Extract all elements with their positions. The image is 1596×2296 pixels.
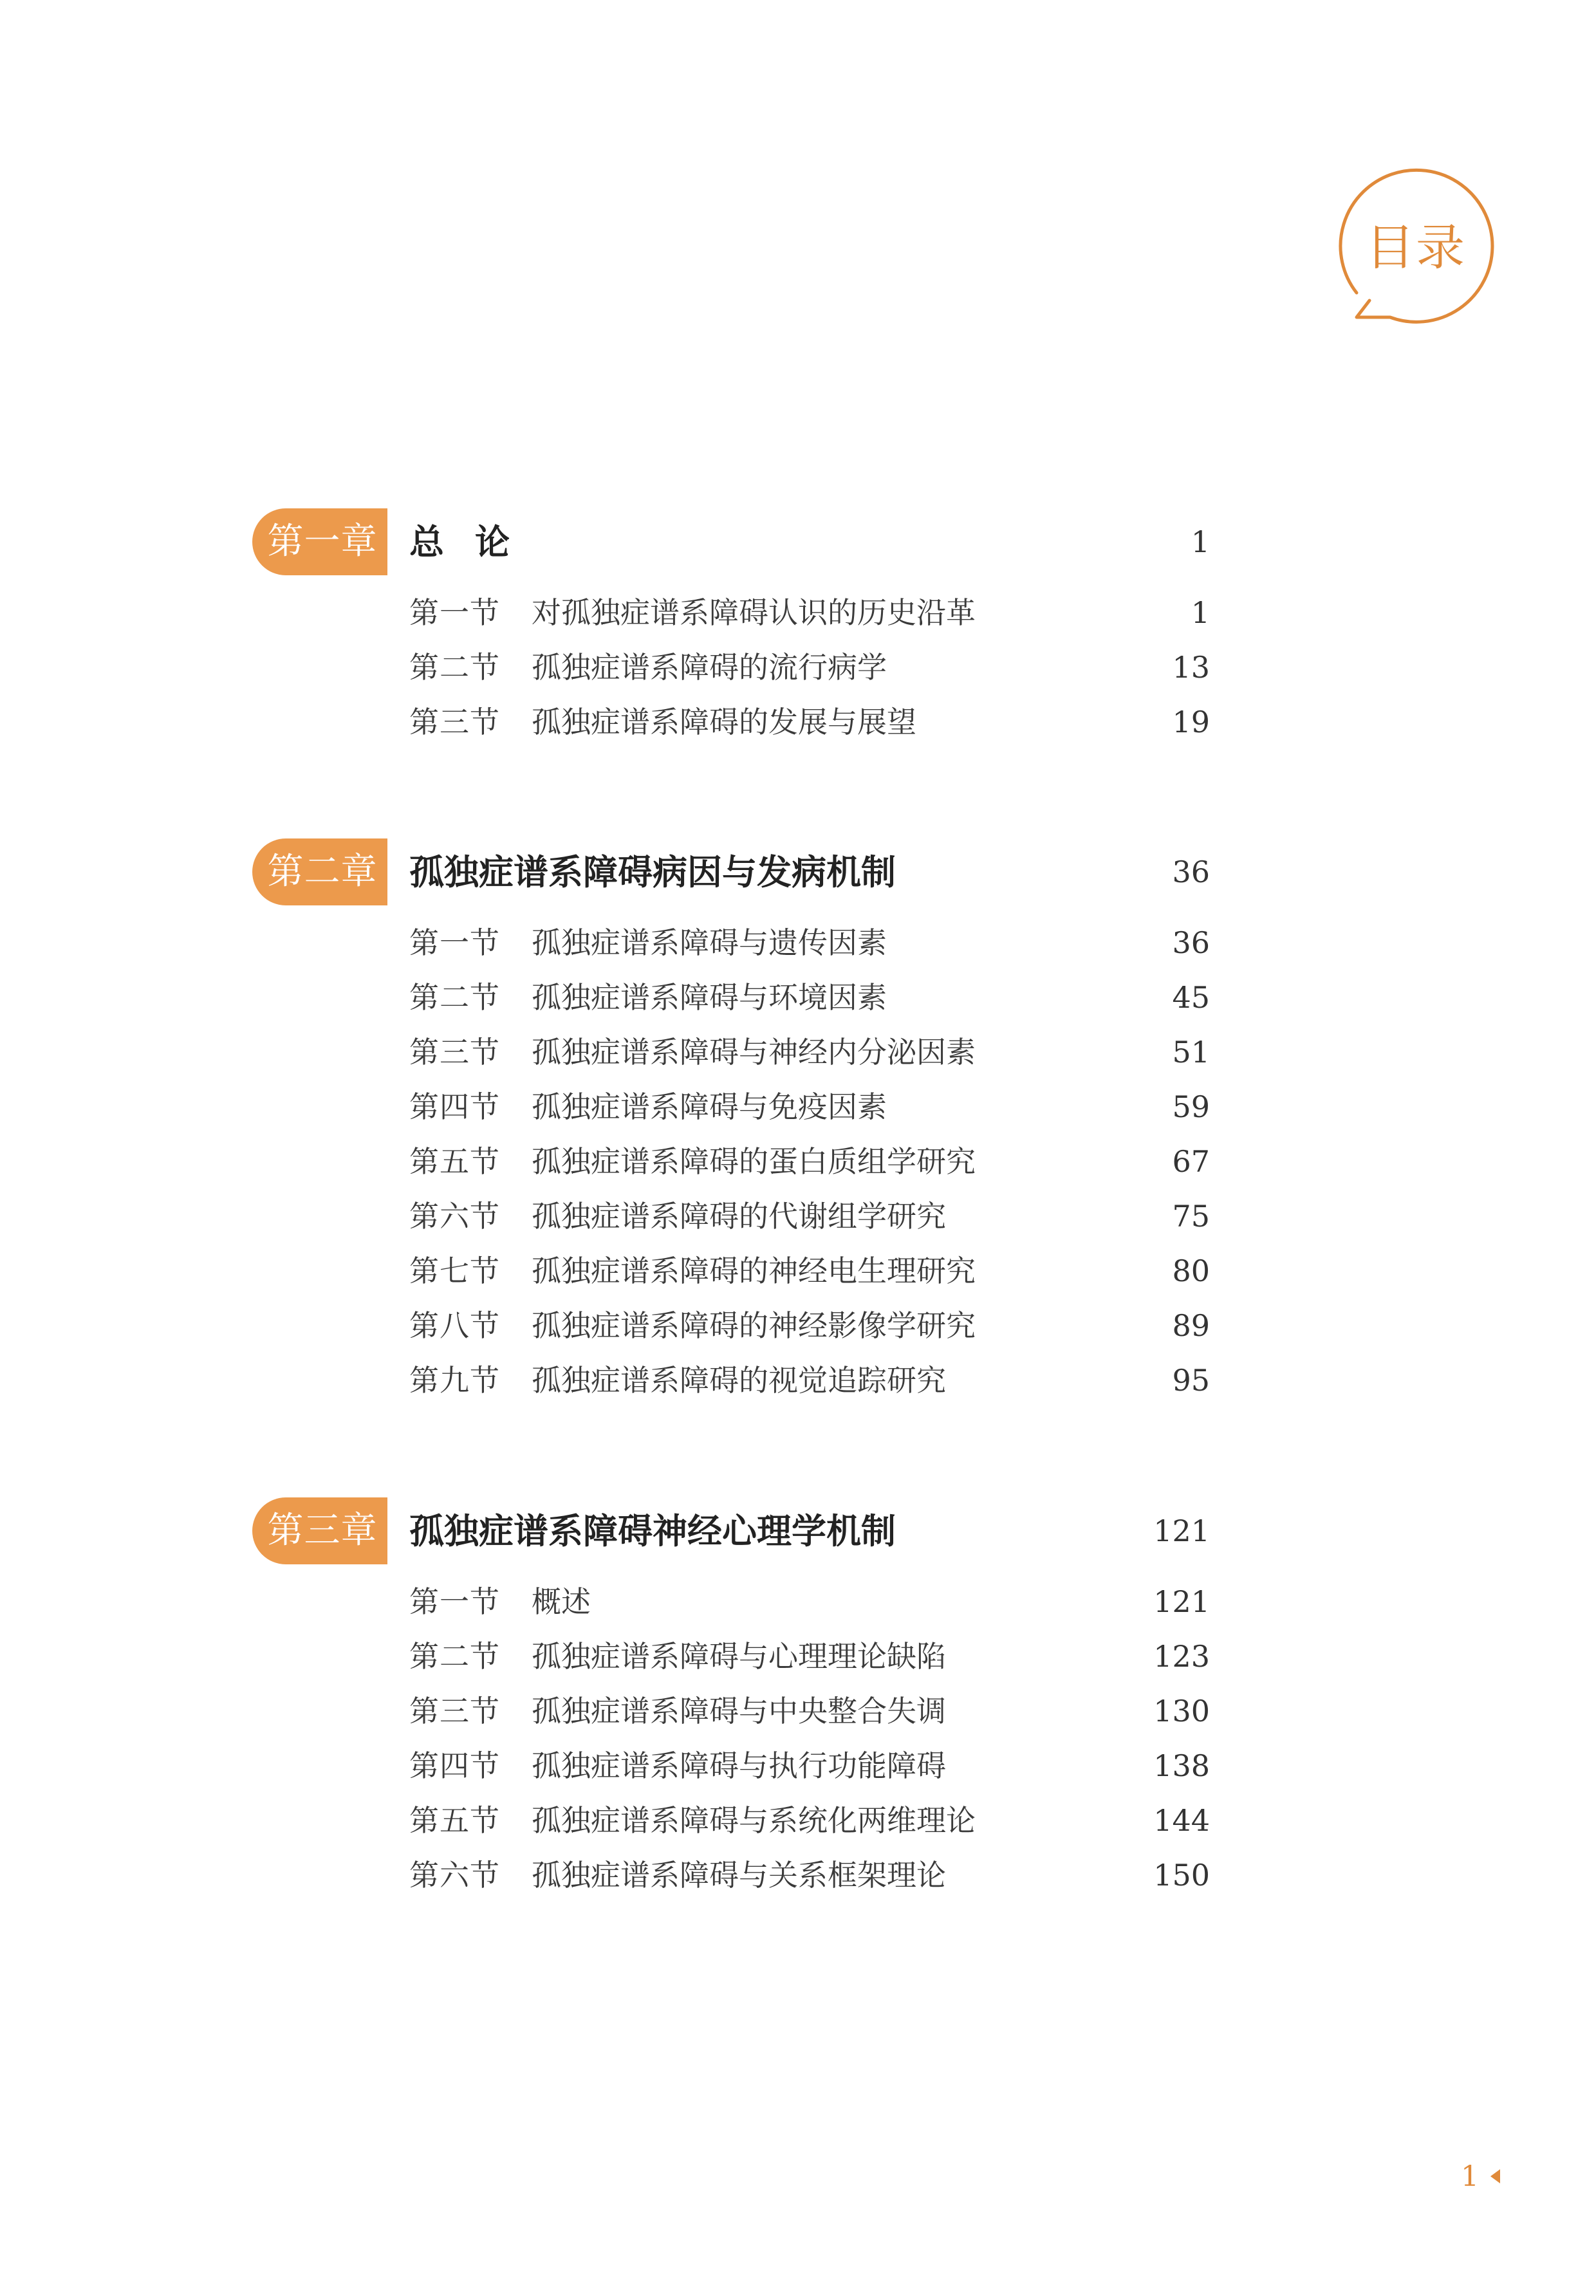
section-label: 第四节 (409, 1089, 500, 1124)
chapter-title: 孤独症谱系障碍病因与发病机制 (409, 851, 896, 893)
section-entry[interactable] (0, 1739, 1596, 1793)
chapter-page-number: 36 (1172, 855, 1210, 889)
section-label: 第二节 (409, 650, 500, 685)
chapter-title: 孤独症谱系障碍神经心理学机制 (409, 1510, 896, 1551)
section-entry[interactable] (0, 1134, 1596, 1189)
section-label: 第五节 (409, 1803, 500, 1838)
section-entry[interactable] (0, 586, 1596, 640)
chapter-title: 总论 (409, 521, 541, 562)
section-label: 第二节 (409, 980, 500, 1015)
chapter-1 (0, 508, 1596, 750)
section-entry[interactable] (0, 640, 1596, 695)
section-entry[interactable] (0, 1244, 1596, 1299)
section-page-number: 75 (1172, 1199, 1210, 1234)
section-page-number: 150 (1153, 1858, 1210, 1893)
section-page-number: 89 (1172, 1308, 1210, 1343)
section-entry[interactable] (0, 1353, 1596, 1408)
section-entry[interactable] (0, 1684, 1596, 1739)
chapter-heading[interactable] (0, 838, 1596, 909)
section-page-number: 13 (1172, 650, 1210, 685)
section-title: 孤独症谱系障碍与免疫因素 (532, 1089, 887, 1124)
section-title: 孤独症谱系障碍与心理理论缺陷 (532, 1639, 946, 1674)
section-page-number: 36 (1172, 925, 1210, 960)
section-list (0, 1575, 1596, 1903)
chapter-badge: 第二章 (252, 838, 387, 905)
section-label: 第四节 (409, 1748, 500, 1783)
chapter-2 (0, 838, 1596, 1408)
section-entry[interactable] (0, 1793, 1596, 1848)
section-label: 第一节 (409, 595, 500, 630)
section-title: 孤独症谱系障碍的发展与展望 (532, 705, 916, 739)
section-entry[interactable] (0, 1080, 1596, 1134)
section-title: 孤独症谱系障碍的代谢组学研究 (532, 1199, 946, 1234)
chapter-3 (0, 1497, 1596, 1903)
section-title: 孤独症谱系障碍与神经内分泌因素 (532, 1035, 976, 1069)
page-folio (1461, 2154, 1500, 2199)
section-label: 第一节 (409, 1584, 500, 1619)
section-entry[interactable] (0, 1848, 1596, 1903)
section-entry[interactable] (0, 1189, 1596, 1244)
section-page-number: 45 (1172, 980, 1210, 1015)
section-title: 孤独症谱系障碍的流行病学 (532, 650, 887, 685)
section-entry[interactable] (0, 695, 1596, 750)
section-list (0, 586, 1596, 750)
section-page-number: 138 (1153, 1748, 1210, 1783)
toc-header-bubble (1319, 151, 1512, 344)
section-page-number: 59 (1172, 1089, 1210, 1124)
section-title: 概述 (532, 1584, 591, 1619)
section-label: 第三节 (409, 1035, 500, 1069)
section-label: 第三节 (409, 705, 500, 739)
section-label: 第八节 (409, 1308, 500, 1343)
section-label: 第六节 (409, 1199, 500, 1234)
section-title: 对孤独症谱系障碍认识的历史沿革 (532, 595, 976, 630)
section-title: 孤独症谱系障碍的神经电生理研究 (532, 1254, 976, 1288)
chapter-heading[interactable] (0, 508, 1596, 579)
section-page-number: 95 (1172, 1363, 1210, 1398)
section-page-number: 121 (1153, 1584, 1210, 1619)
section-page-number: 144 (1153, 1803, 1210, 1838)
section-entry[interactable] (0, 1575, 1596, 1629)
section-page-number: 19 (1172, 705, 1210, 739)
section-page-number: 1 (1191, 595, 1210, 630)
section-entry[interactable] (0, 916, 1596, 970)
section-page-number: 130 (1153, 1694, 1210, 1728)
chapter-page-number: 1 (1191, 524, 1210, 559)
section-page-number: 80 (1172, 1254, 1210, 1288)
section-title: 孤独症谱系障碍与执行功能障碍 (532, 1748, 946, 1783)
chapter-badge: 第三章 (252, 1497, 387, 1564)
section-page-number: 51 (1172, 1035, 1210, 1069)
section-entry[interactable] (0, 970, 1596, 1025)
section-label: 第二节 (409, 1639, 500, 1674)
chapter-badge: 第一章 (252, 508, 387, 575)
section-label: 第七节 (409, 1254, 500, 1288)
section-entry[interactable] (0, 1025, 1596, 1080)
section-entry[interactable] (0, 1629, 1596, 1684)
section-page-number: 123 (1153, 1639, 1210, 1674)
chapter-heading[interactable] (0, 1497, 1596, 1568)
section-title: 孤独症谱系障碍与中央整合失调 (532, 1694, 946, 1728)
section-list (0, 916, 1596, 1408)
section-page-number: 67 (1172, 1144, 1210, 1179)
section-entry[interactable] (0, 1299, 1596, 1353)
section-title: 孤独症谱系障碍与环境因素 (532, 980, 887, 1015)
section-label: 第三节 (409, 1694, 500, 1728)
triangle-left-icon (1490, 2169, 1500, 2183)
section-label: 第六节 (409, 1858, 500, 1893)
section-label: 第一节 (409, 925, 500, 960)
folio-page-number: 1 (1461, 2160, 1479, 2193)
section-title: 孤独症谱系障碍的视觉追踪研究 (532, 1363, 946, 1398)
section-title: 孤独症谱系障碍的神经影像学研究 (532, 1308, 976, 1343)
section-title: 孤独症谱系障碍与关系框架理论 (532, 1858, 946, 1893)
section-title: 孤独症谱系障碍与系统化两维理论 (532, 1803, 976, 1838)
section-label: 第九节 (409, 1363, 500, 1398)
section-label: 第五节 (409, 1144, 500, 1179)
chapter-page-number: 121 (1153, 1514, 1210, 1548)
toc-title: 目录 (1366, 219, 1466, 276)
section-title: 孤独症谱系障碍的蛋白质组学研究 (532, 1144, 976, 1179)
section-title: 孤独症谱系障碍与遗传因素 (532, 925, 887, 960)
